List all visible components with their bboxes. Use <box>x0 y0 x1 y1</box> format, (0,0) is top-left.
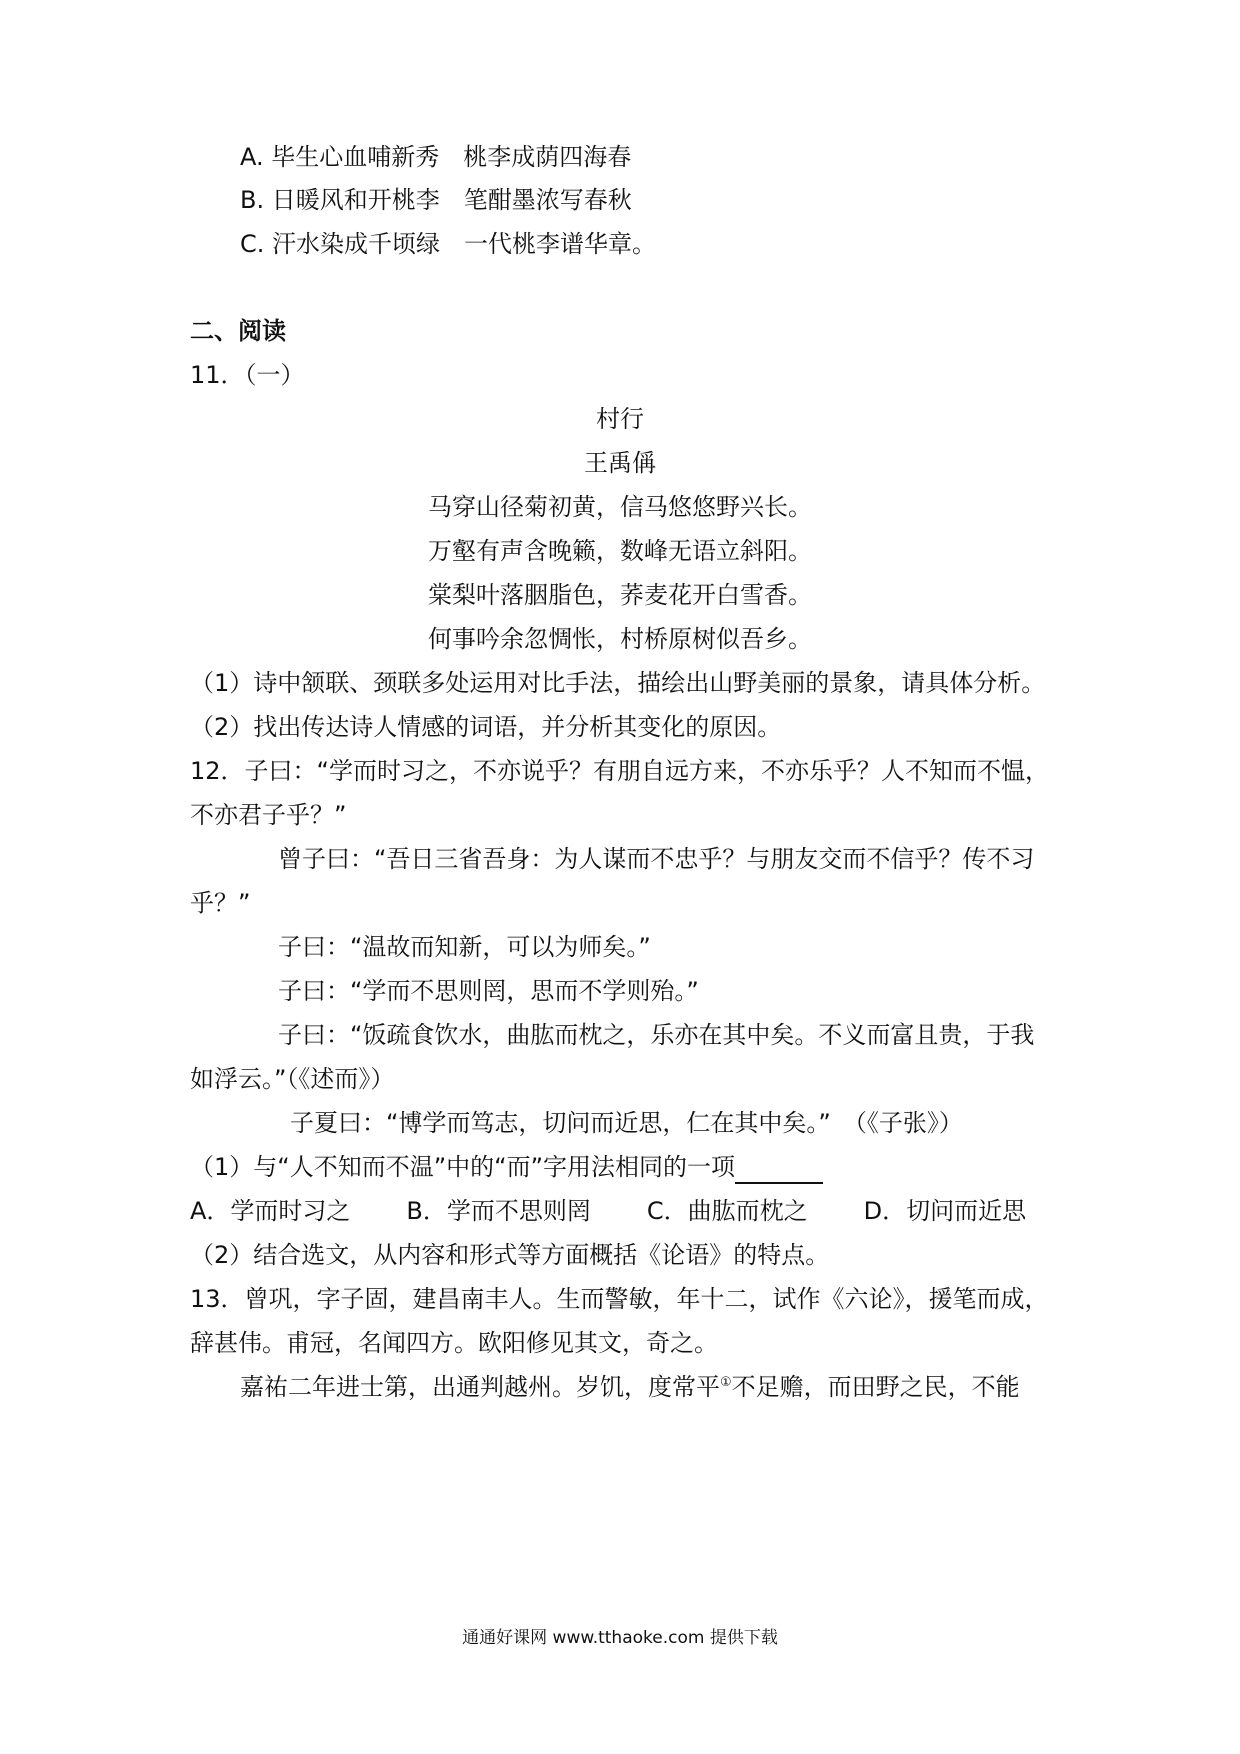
answer-blank[interactable] <box>735 1156 823 1184</box>
q13-line: 辞甚伟。甫冠，名闻四方。欧阳修见其文，奇之。 <box>190 1329 718 1357</box>
q12-zi-line: 子曰：“温故而知新，可以为师矣。” <box>278 933 651 961</box>
q13-line3-end: 不足赡，而田野之民，不能 <box>731 1373 1020 1401</box>
choice-b: B．学而不思则罔 <box>406 1197 591 1225</box>
q13-line: 13．曾巩，字子固，建昌南丰人。生而警敏，年十二，试作《六论》，援笔而成， <box>190 1285 1049 1313</box>
q12-zi-line: 子曰：“学而不思则罔，思而不学则殆。” <box>278 977 699 1005</box>
q12-zengzi-line: 乎？” <box>190 889 251 917</box>
poem-line: 马穿山径菊初黄，信马悠悠野兴长。 <box>428 493 812 521</box>
q12-sub-question-1 <box>190 1150 823 1184</box>
poem-author: 王禹偁 <box>584 449 656 477</box>
option-a: A. 毕生心血哺新秀 桃李成荫四海春 <box>240 143 632 171</box>
q12-sub-question-2: （2）结合选文，从内容和形式等方面概括《论语》的特点。 <box>190 1241 830 1269</box>
page-footer: 通通好课网 www.tthaoke.com 提供下载 <box>462 1628 778 1648</box>
q12-zengzi-line: 曾子曰：“吾日三省吾身：为人谋而不忠乎？与朋友交而不信乎？传不习 <box>278 845 1035 873</box>
footnote-mark: ① <box>720 1375 732 1390</box>
q13-line <box>240 1370 1020 1404</box>
option-c: C. 汗水染成千顷绿 一代桃李谱华章。 <box>240 230 657 258</box>
poem-line: 万壑有声含晚籁，数峰无语立斜阳。 <box>428 537 812 565</box>
q12-zixia-line: 子夏曰：“博学而笃志，切问而近思，仁在其中矣。” （《子张》） <box>290 1109 963 1137</box>
q12-line: 12．子曰：“学而时习之，不亦说乎？有朋自远方来，不亦乐乎？人不知而不愠， <box>190 757 1049 785</box>
option-b: B. 日暖风和开桃李 笔酣墨浓写春秋 <box>240 186 632 214</box>
q12-zi-line: 子曰：“饭疏食饮水，曲肱而枕之，乐亦在其中矣。不义而富且贵，于我 <box>278 1021 1035 1049</box>
q12-sub-question-1-text: （1）与“人不知而不温”中的“而”字用法相同的一项 <box>190 1153 736 1181</box>
poem-line: 何事吟余忽惆怅，村桥原树似吾乡。 <box>428 625 812 653</box>
poem-line: 棠梨叶落胭脂色，荞麦花开白雪香。 <box>428 581 812 609</box>
q11-question-2: （2）找出传达诗人情感的词语，并分析其变化的原因。 <box>190 713 782 741</box>
q13-line3-start: 嘉祐二年进士第，出通判越州。岁饥，度常平 <box>240 1373 720 1401</box>
q11-question-1: （1）诗中颔联、颈联多处运用对比手法，描绘出山野美丽的景象，请具体分析。 <box>190 669 1046 697</box>
q12-zi-line: 如浮云。”（《述而》） <box>190 1065 395 1093</box>
choice-c: C．曲肱而枕之 <box>646 1197 808 1225</box>
q11-number: 11．（一） <box>190 361 305 389</box>
section-title: 二、阅读 <box>190 317 286 345</box>
poem-title: 村行 <box>596 405 644 433</box>
choice-a: A．学而时习之 <box>190 1197 351 1225</box>
choice-d: D．切问而近思 <box>863 1197 1027 1225</box>
q12-choices <box>190 1194 1026 1228</box>
q12-line: 不亦君子乎？” <box>190 801 347 829</box>
